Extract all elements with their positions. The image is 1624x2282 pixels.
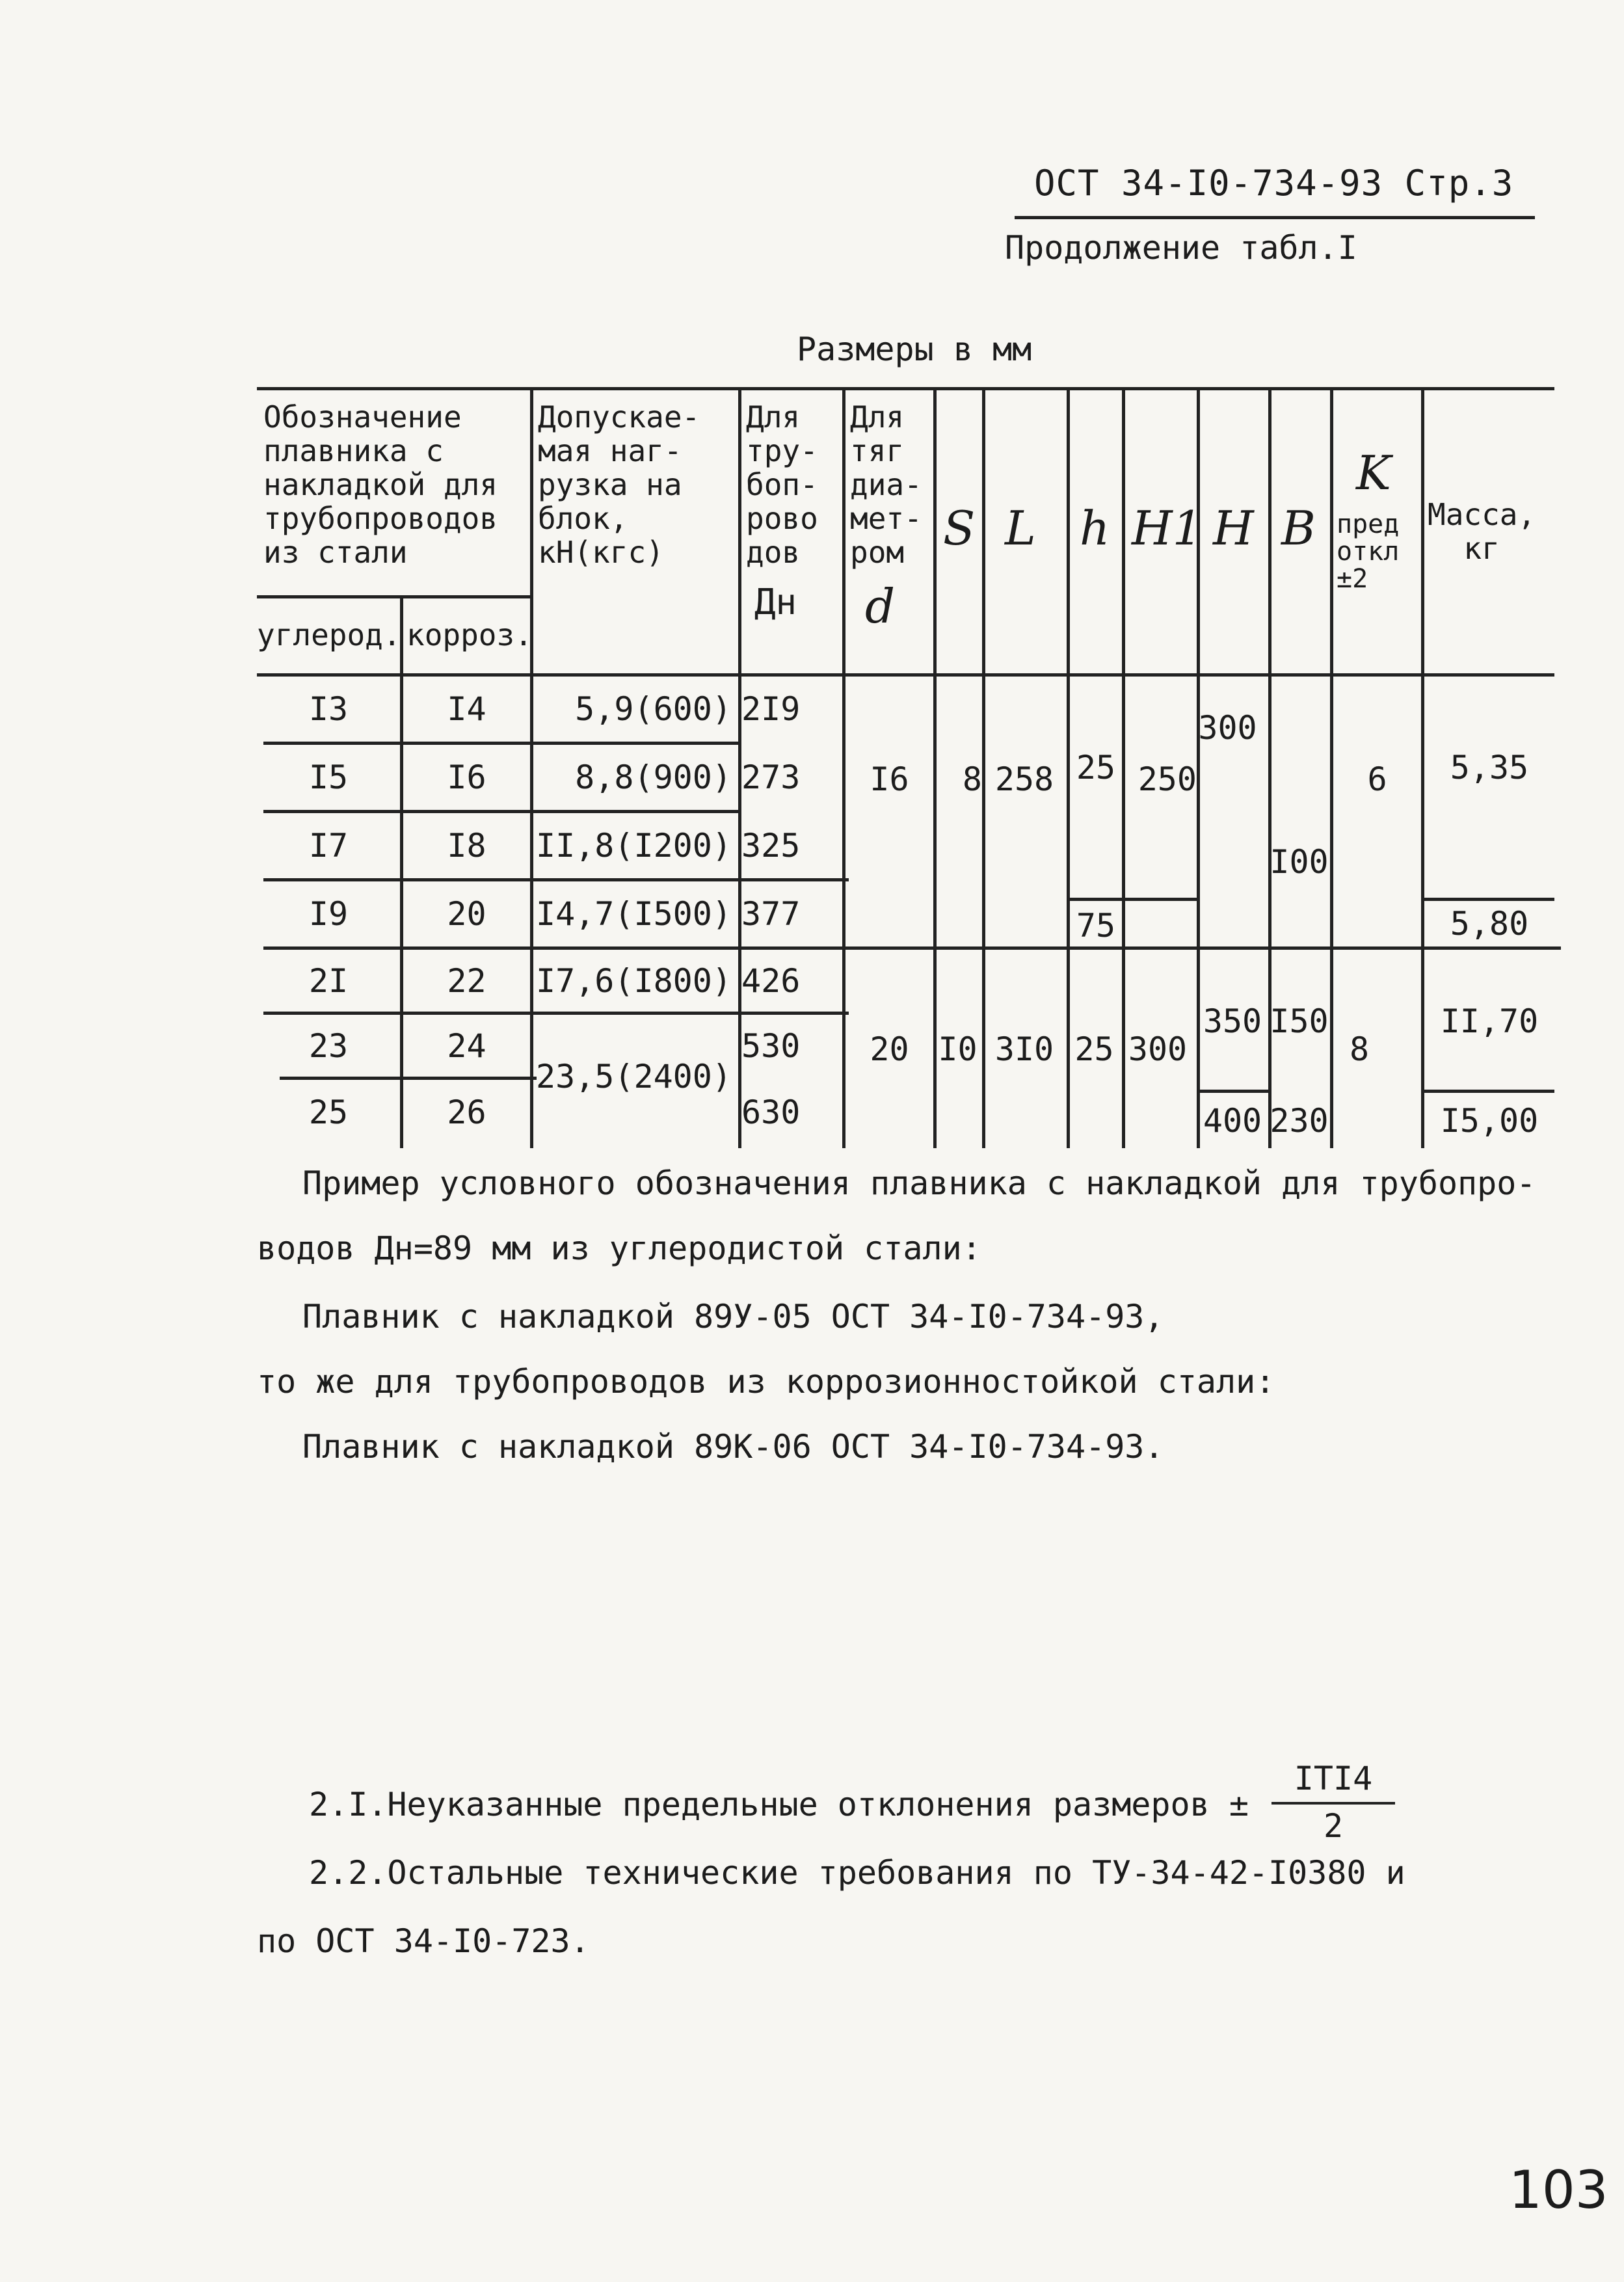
header-load: Допускае- мая наг- рузка на блок, кН(кгс) — [538, 399, 700, 570]
cell-dn: 2I9 — [741, 690, 801, 728]
cell-carbon: 23 — [308, 1027, 349, 1065]
cell-g1-mass-a: 5,35 — [1450, 749, 1529, 786]
cell-g1-s: 8 — [962, 760, 982, 798]
header-b: B — [1281, 501, 1316, 556]
header-mass: Масса, кг — [1428, 497, 1536, 566]
header-k-note: пред откл ±2 — [1337, 509, 1400, 594]
subheader-rule — [257, 595, 530, 598]
cell-load-merged: 23,5(2400) — [535, 1058, 732, 1095]
cell-g1-k: 6 — [1367, 760, 1387, 798]
cell-g1-mass-b: 5,80 — [1450, 905, 1529, 943]
header-k: K — [1356, 446, 1391, 500]
cell-corrosion: I6 — [447, 758, 486, 796]
cell-dn: 273 — [741, 758, 801, 796]
cell-g2-s: I0 — [938, 1030, 978, 1068]
cell-g2-h1: 300 — [1128, 1030, 1188, 1068]
header-h: H — [1213, 501, 1254, 556]
cell-corrosion: 22 — [447, 961, 486, 1000]
cell-g2-h-small: 25 — [1074, 1030, 1114, 1068]
cell-carbon: I9 — [308, 895, 349, 933]
fraction-numerator: IТI4 — [1294, 1760, 1373, 1797]
requirement-2-1: 2.I.Неуказанные предельные отклонения размеров ± — [309, 1786, 1249, 1823]
cell-g1-h: 300 — [1198, 709, 1257, 747]
header-carbon: углерод. — [257, 617, 401, 652]
cell-g1-h1: 250 — [1138, 760, 1197, 798]
cell-load: II,8(I200) — [535, 827, 732, 865]
table-top-rule — [257, 387, 1554, 390]
cell-g2-d: 20 — [870, 1030, 909, 1068]
cell-dn: 377 — [741, 895, 801, 933]
cell-corrosion: I4 — [447, 690, 486, 728]
cell-carbon: I7 — [308, 827, 349, 865]
units-caption: Размеры в мм — [797, 330, 1032, 368]
cell-corrosion: 24 — [447, 1027, 486, 1065]
fraction-bar — [1271, 1802, 1395, 1805]
cell-g1-b: I00 — [1270, 843, 1329, 881]
cell-g1-l: 258 — [994, 760, 1054, 798]
cell-load: 5,9(600) — [575, 690, 732, 728]
header-h1: H1 — [1132, 501, 1203, 556]
dimensions-table — [257, 387, 1554, 1148]
cell-g2-l: 3I0 — [994, 1030, 1054, 1068]
cell-dn: 426 — [741, 961, 801, 1000]
cell-g1-h-a: 25 — [1076, 749, 1116, 786]
cell-g1-d: I6 — [870, 760, 909, 798]
cell-carbon: 25 — [308, 1094, 349, 1131]
cell-load: I7,6(I800) — [535, 961, 732, 1000]
page-number: 103 — [1509, 2160, 1608, 2220]
cell-g1-h-b: 75 — [1076, 906, 1116, 945]
mass-split-rule-2 — [1421, 1090, 1554, 1093]
cell-g2-mass-a: II,70 — [1440, 1002, 1539, 1040]
cell-dn: 530 — [741, 1027, 801, 1065]
header-rods: Для тяг диа- мет- ром — [850, 399, 922, 570]
header-pipes: Для тру- боп- рово дов — [746, 399, 818, 570]
requirement-2-2: 2.2.Остальные технические требования по ТУ-34-42-I0380 и — [309, 1854, 1405, 1892]
h-split-rule — [1067, 898, 1122, 901]
cell-g2-h-a: 350 — [1203, 1002, 1262, 1040]
example-line-3: Плавник с накладкой 89У-05 ОСТ 34-I0-734-93, — [302, 1298, 1164, 1336]
cell-load: 8,8(900) — [575, 758, 732, 796]
cell-corrosion: 26 — [447, 1094, 486, 1131]
cell-g2-k: 8 — [1349, 1030, 1370, 1068]
requirement-2-2-cont: по ОСТ 34-I0-723. — [257, 1922, 590, 1960]
header-rods-d: d — [865, 579, 896, 634]
header-corrosion: корроз. — [406, 617, 533, 652]
cell-corrosion: I8 — [447, 827, 486, 865]
header-s: S — [943, 501, 976, 556]
header-h-small: h — [1080, 501, 1110, 556]
fraction-denominator: 2 — [1323, 1807, 1344, 1845]
header-designation: Обозначение плавника с накладкой для трубопроводов из стали — [263, 399, 498, 570]
cell-g2-mass-b: I5,00 — [1440, 1101, 1539, 1140]
h-col-split-rule — [1197, 1090, 1268, 1093]
cell-dn: 325 — [741, 827, 801, 865]
example-line-4: то же для трубопроводов из коррозионностойкой стали: — [257, 1363, 1275, 1401]
cell-load: I4,7(I500) — [535, 895, 732, 933]
header-l: L — [1005, 501, 1036, 556]
h1-split-rule — [1122, 898, 1200, 901]
cell-g2-b-a: I50 — [1270, 1002, 1329, 1040]
cell-corrosion: 20 — [447, 895, 486, 933]
example-line-1: Пример условного обозначения плавника с накладкой для трубопро- — [302, 1164, 1536, 1202]
cell-carbon: I3 — [308, 690, 349, 728]
cell-dn: 630 — [741, 1094, 801, 1131]
example-line-2: водов Дн=89 мм из углеродистой стали: — [257, 1229, 981, 1267]
example-line-5: Плавник с накладкой 89К-06 ОСТ 34-I0-734-93. — [302, 1428, 1164, 1466]
cell-g2-b-b: 230 — [1270, 1101, 1329, 1140]
cell-carbon: 2I — [308, 961, 349, 1000]
cell-g2-h-b: 400 — [1203, 1101, 1262, 1140]
header-pipes-dn: Дн — [754, 582, 797, 623]
table-continuation: Продолжение табл.I — [1005, 229, 1357, 267]
header-rule — [1015, 216, 1535, 219]
cell-carbon: I5 — [308, 758, 349, 796]
document-code: ОСТ 34-I0-734-93 Стр.3 — [1034, 163, 1514, 204]
